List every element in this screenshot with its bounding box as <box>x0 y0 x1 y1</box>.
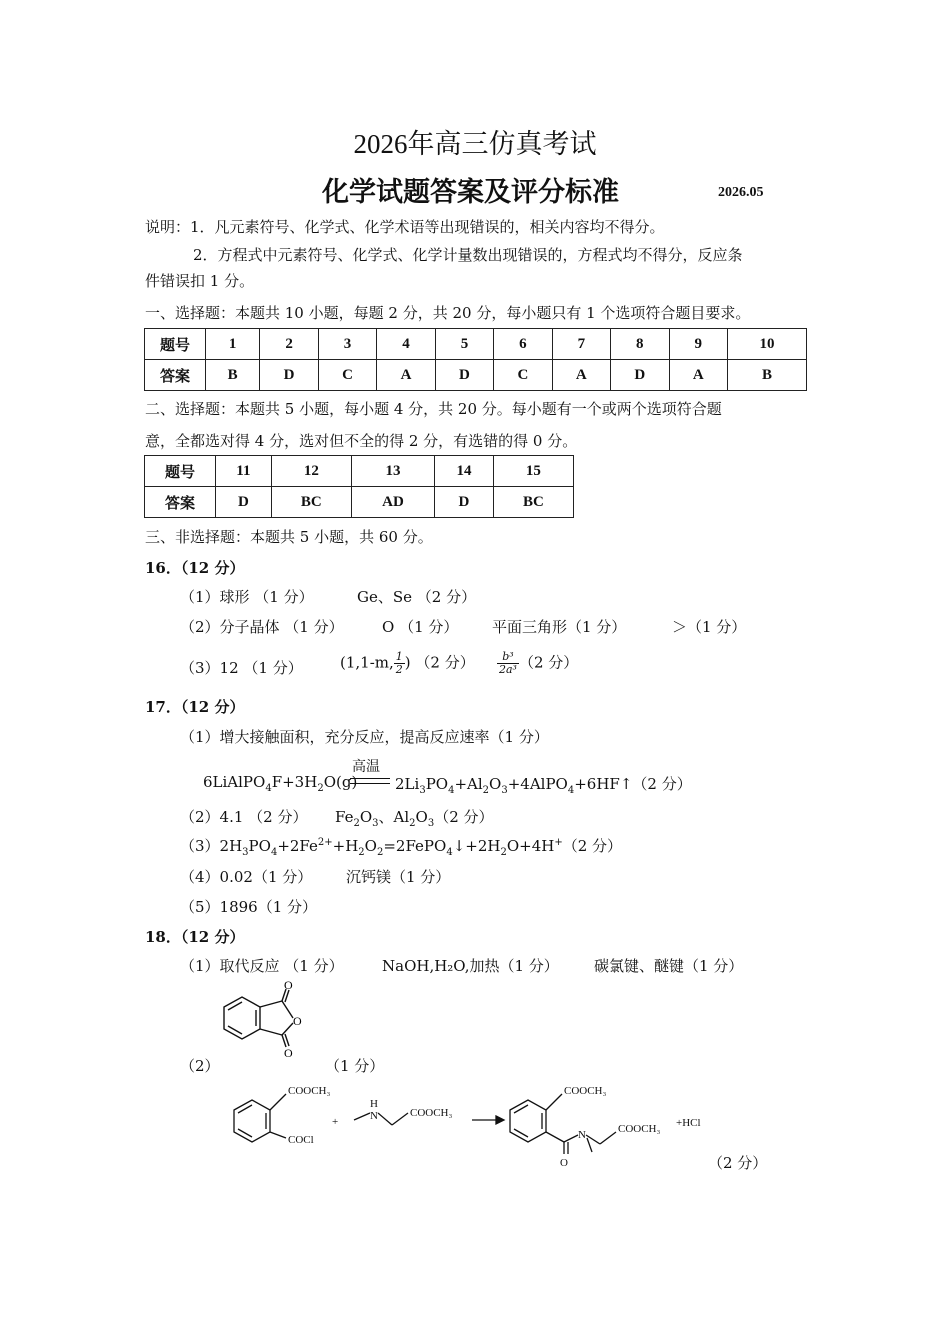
fraction-denominator: 2 <box>395 663 403 676</box>
table-cell: 12 <box>271 456 351 487</box>
atom-label-o: O <box>560 1157 568 1169</box>
table-cell: 14 <box>435 456 494 487</box>
table-cell: BC <box>271 487 351 518</box>
q16-part2-c: 平面三角形（1 分） <box>492 618 627 636</box>
q17-part4-b: 沉钙镁（1 分） <box>346 868 451 886</box>
table-cell: BC <box>493 487 573 518</box>
q17-part4-a: （4）0.02（1 分） <box>180 868 313 886</box>
q16-part2-b: O （1 分） <box>382 618 459 636</box>
table-cell: D <box>435 360 493 391</box>
table-cell: D <box>260 360 318 391</box>
table-cell: 5 <box>435 329 493 360</box>
substituent-label: COOCH₃ <box>410 1107 453 1119</box>
exam-date: 2026.05 <box>718 185 764 200</box>
plus-sign: + <box>332 1116 339 1128</box>
table-cell: 3 <box>318 329 376 360</box>
table-row <box>145 456 574 487</box>
table-cell: C <box>318 360 376 391</box>
byproduct-hcl: +HCl <box>676 1117 701 1129</box>
table-cell: A <box>552 360 610 391</box>
score: （2 分） <box>518 653 579 672</box>
substituent-label: COOCH₃ <box>288 1085 331 1097</box>
table-cell: 15 <box>493 456 573 487</box>
table-row <box>145 487 574 518</box>
q16-part1-b: Ge、Se （2 分） <box>357 588 477 606</box>
q16-part2-a: （2）分子晶体 （1 分） <box>180 618 344 636</box>
section1-heading: 一、选择题：本题共 10 小题，每题 2 分，共 20 分，每小题只有 1 个选项符合题目要求。 <box>145 304 751 322</box>
coordinate-suffix: ) <box>404 653 411 672</box>
table-cell: 13 <box>351 456 434 487</box>
table-cell: 7 <box>552 329 610 360</box>
table-cell: D <box>216 487 272 518</box>
reaction-condition: 高温 <box>352 759 380 775</box>
q17-equation-right: $2Li_3PO_4+Al_2O_3+4AlPO_4+6HF↑(2$ 分） <box>395 775 692 796</box>
table-header-cell: 答案 <box>145 487 216 518</box>
section1-answer-table <box>144 328 807 391</box>
phthalic-anhydride-structure <box>210 975 330 1075</box>
table-cell: B <box>727 360 806 391</box>
q17-part2-b: $Fe_2O_3$、$Al_2O_3(2$ 分） <box>335 808 494 829</box>
substituent-label: COOCH₃ <box>564 1085 607 1097</box>
q18-part1-b: NaOH,H₂O,加热（1 分） <box>382 957 559 975</box>
q17-part5: （5）1896（1 分） <box>180 898 318 916</box>
table-cell: 2 <box>260 329 318 360</box>
table-cell: 11 <box>216 456 272 487</box>
atom-label-o: O <box>284 978 293 992</box>
table-cell: A <box>669 360 727 391</box>
q17-part2-a: （2）4.1 （2 分） <box>180 808 308 826</box>
q18-part2-label: （2） <box>180 1057 220 1075</box>
q16-part3-a: （3）12 （1 分） <box>180 659 303 677</box>
table-row <box>145 329 807 360</box>
fraction <box>394 651 405 676</box>
q17-equation-left: $6LiAlPO_4F+3H_2O(g)$ <box>203 773 358 794</box>
table-cell: 6 <box>494 329 552 360</box>
section2-heading-2: 意，全都选对得 4 分，选对但不全的得 2 分，有选错的得 0 分。 <box>145 432 578 450</box>
note-line-3: 件错误扣 1 分。 <box>145 272 255 290</box>
substituent-label: COCl <box>288 1134 314 1146</box>
q18-part2-score: （1 分） <box>325 1057 385 1075</box>
fraction-denominator: 2a³ <box>499 663 517 676</box>
q16-part3-c <box>497 651 578 676</box>
atom-label-o: O <box>284 1046 293 1060</box>
atom-label-o: O <box>293 1014 302 1028</box>
substituent-label: COOCH₃ <box>618 1123 661 1135</box>
q16-part1-a: （1）球形 （1 分） <box>180 588 314 606</box>
table-cell: B <box>206 360 260 391</box>
table-cell: 10 <box>727 329 806 360</box>
q16-heading: 16．（12 分） <box>145 559 245 577</box>
table-cell: 1 <box>206 329 260 360</box>
q18-part1-a: （1）取代反应 （1 分） <box>180 957 344 975</box>
table-header-cell: 题号 <box>145 329 206 360</box>
table-cell: D <box>435 487 494 518</box>
q17-part3: $(3)2H_3PO_4+2Fe^{2+}+H_2O_2=2FePO_4↓+2H_2O+4H^+(2$ 分） <box>180 837 623 858</box>
q16-part3-b <box>340 651 475 676</box>
table-cell: 8 <box>611 329 669 360</box>
table-cell: D <box>611 360 669 391</box>
score: （2 分） <box>415 653 475 672</box>
coordinate-prefix: (1,1-m, <box>340 653 394 672</box>
q17-heading: 17．（12 分） <box>145 698 245 716</box>
document-subtitle: 化学试题答案及评分标准 <box>322 177 619 208</box>
table-header-cell: 答案 <box>145 360 206 391</box>
atom-label-n: N <box>578 1129 586 1141</box>
atom-label-h: H <box>370 1098 378 1110</box>
section2-answer-table <box>144 455 574 518</box>
table-row <box>145 360 807 391</box>
table-cell: AD <box>351 487 434 518</box>
note-line-1: 说明：1．凡元素符号、化学式、化学术语等出现错误的，相关内容均不得分。 <box>145 218 665 236</box>
table-cell: 4 <box>377 329 435 360</box>
fraction-numerator: 1 <box>395 650 403 663</box>
atom-label-n: N <box>370 1110 378 1122</box>
table-cell: A <box>377 360 435 391</box>
q16-part2-d: ＞（1 分） <box>672 618 747 636</box>
q17-part1: （1）增大接触面积，充分反应，提高反应速率（1 分） <box>180 728 549 746</box>
section3-heading: 三、非选择题：本题共 5 小题，共 60 分。 <box>145 528 433 546</box>
section2-heading-1: 二、选择题：本题共 5 小题，每小题 4 分，共 20 分。每小题有一个或两个选项符合题 <box>145 400 722 418</box>
table-cell: 9 <box>669 329 727 360</box>
fraction <box>497 651 519 676</box>
page-title: 2026年高三仿真考试 <box>353 129 597 159</box>
table-cell: C <box>494 360 552 391</box>
q18-heading: 18．（12 分） <box>145 928 245 946</box>
q18-part1-c: 碳氯键、醚键（1 分） <box>594 957 744 975</box>
score: （2 分） <box>434 808 494 826</box>
reaction-scheme <box>220 1080 740 1175</box>
table-header-cell: 题号 <box>145 456 216 487</box>
fraction-numerator: b³ <box>497 651 519 664</box>
note-line-2: 2．方程式中元素符号、化学式、化学计量数出现错误的，方程式均不得分，反应条 <box>193 246 743 264</box>
q18-reaction-score: （2 分） <box>708 1154 768 1172</box>
